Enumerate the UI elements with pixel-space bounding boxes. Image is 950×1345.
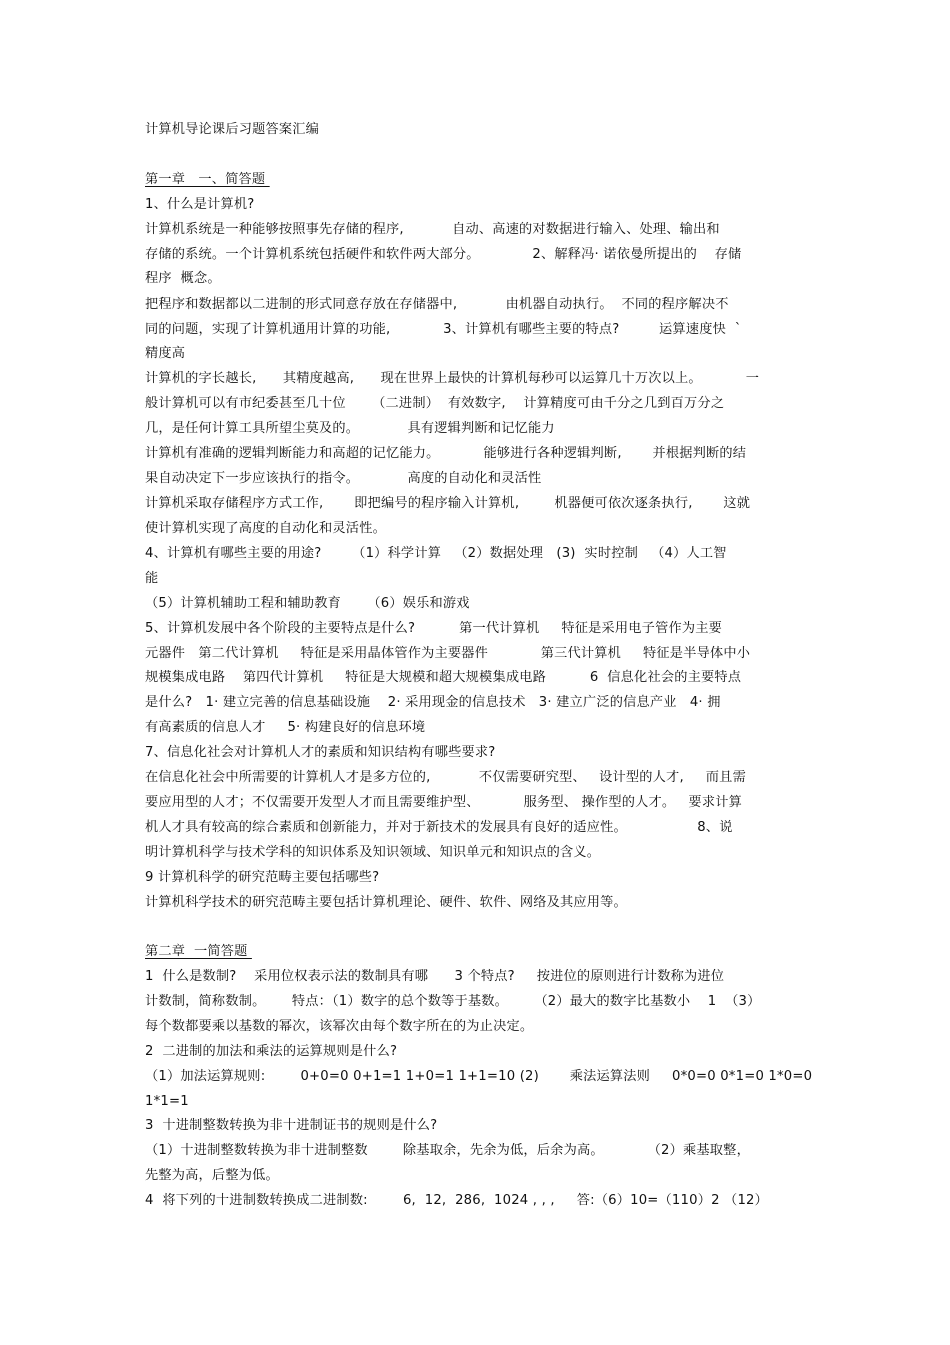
text-line: 同的问题，实现了计算机通用计算的功能, 3、计算机有哪些主要的特点? 运算速度快 ` — [145, 322, 742, 337]
text-line: 计数制，简称数制。 特点：（1）数字的总个数等于基数。 （2）最大的数字比基数小 1 （3） — [145, 994, 761, 1009]
text-line: 计算机有准确的逻辑判断能力和高超的记忆能力。 能够进行各种逻辑判断, 并根据判断的结 — [145, 446, 747, 461]
text-line: （5）计算机辅助工程和辅助教育 （6）娱乐和游戏 — [145, 596, 470, 611]
text-line: 计算机科学技术的研究范畴主要包括计算机理论、硬件、软件、网络及其应用等。 — [145, 895, 627, 910]
text-line: 4、计算机有哪些主要的用途? （1）科学计算 （2）数据处理 (3) 实时控制 （4）人工智 — [145, 546, 727, 561]
text-line: 计算机系统是一种能够按照事先存储的程序, 自动、高速的对数据进行输入、处理、输出和 — [145, 222, 720, 237]
text-line: 5、计算机发展中各个阶段的主要特点是什么? 第一代计算机 特征是采用电子管作为主要 — [145, 621, 723, 636]
text-line: 存储的系统。一个计算机系统包括硬件和软件两大部分。 2、解释冯· 诺依曼所提出的 存储 — [145, 247, 742, 262]
text-line: 几，是任何计算工具所望尘莫及的。 具有逻辑判断和记忆能力 — [145, 421, 555, 436]
text-line: 1 什么是数制? 采用位权表示法的数制具有哪 3 个特点? 按进位的原则进行计数称为进位 — [145, 969, 725, 984]
text-line: 4 将下列的十进制数转换成二进制数: 6, 12, 286, 1024 , , , 答:（6）10=（110）2 （12） — [145, 1193, 769, 1208]
text-line: 计算机采取存储程序方式工作, 即把编号的程序输入计算机, 机器便可依次逐条执行, 这就 — [145, 496, 751, 511]
text-line: 先整为高，后整为低。 — [145, 1168, 279, 1183]
text-line: 把程序和数据都以二进制的形式同意存放在存储器中, 由机器自动执行。 不同的程序解决不 — [145, 297, 729, 312]
text-line: 使计算机实现了高度的自动化和灵活性。 — [145, 521, 386, 536]
text-line: 规模集成电路 第四代计算机 特征是大规模和超大规模集成电路 6 信息化社会的主要特点 — [145, 670, 742, 685]
text-line: 能 — [145, 571, 159, 586]
chapter-1-heading: 第一章 一、简答题 — [145, 172, 270, 187]
text-line: 9 计算机科学的研究范畴主要包括哪些? — [145, 870, 380, 885]
chapter-2-heading: 第二章 一简答题 — [145, 944, 252, 959]
text-line: 在信息化社会中所需要的计算机人才是多方位的, 不仅需要研究型、 设计型的人才, 而且需 — [145, 770, 746, 785]
text-line: 计算机的字长越长, 其精度越高, 现在世界上最快的计算机每秒可以运算几十万次以上。 一 — [145, 371, 760, 386]
text-line: 是什么? 1· 建立完善的信息基础设施 2· 采用现金的信息技术 3· 建立广泛的信息产业 4· 拥 — [145, 695, 721, 710]
text-line: 每个数都要乘以基数的幂次，该幂次由每个数字所在的为止决定。 — [145, 1019, 534, 1034]
text-line: 1*1=1 — [145, 1094, 189, 1109]
text-line: 要应用型的人才；不仅需要开发型人才而且需要维护型、 服务型、 操作型的人才。 要求计算 — [145, 795, 742, 810]
text-line: （1）十进制整数转换为非十进制整数 除基取余，先余为低，后余为高。 （2）乘基取整， — [145, 1143, 750, 1158]
text-line: 程序 概念。 — [145, 271, 221, 286]
text-line: 机人才具有较高的综合素质和创新能力，并对于新技术的发展具有良好的适应性。 8、说 — [145, 820, 733, 835]
text-line: 果自动决定下一步应该执行的指令。 高度的自动化和灵活性 — [145, 471, 542, 486]
document-title: 计算机导论课后习题答案汇编 — [145, 122, 320, 137]
text-line: 3 十进制整数转换为非十进制证书的规则是什么? — [145, 1118, 438, 1133]
text-line: 有高素质的信息人才 5· 构建良好的信息环境 — [145, 720, 426, 735]
text-line: 般计算机可以有市纪委甚至几十位 （二进制） 有效数字, 计算精度可由千分之几到百万分之 — [145, 396, 725, 411]
text-line: 1、什么是计算机? — [145, 197, 255, 212]
text-line: 7、信息化社会对计算机人才的素质和知识结构有哪些要求? — [145, 745, 496, 760]
text-line: 明计算机科学与技术学科的知识体系及知识领域、知识单元和知识点的含义。 — [145, 845, 601, 860]
text-line: 2 二进制的加法和乘法的运算规则是什么? — [145, 1044, 398, 1059]
text-line: 元器件 第二代计算机 特征是采用晶体管作为主要器件 第三代计算机 特征是半导体中小 — [145, 646, 751, 661]
text-line: （1）加法运算规则: 0+0=0 0+1=1 1+0=1 1+1=10 (2) 乘法运算法则 0*0=0 0*1=0 1*0=0 — [145, 1069, 813, 1084]
text-line: 精度高 — [145, 346, 186, 361]
